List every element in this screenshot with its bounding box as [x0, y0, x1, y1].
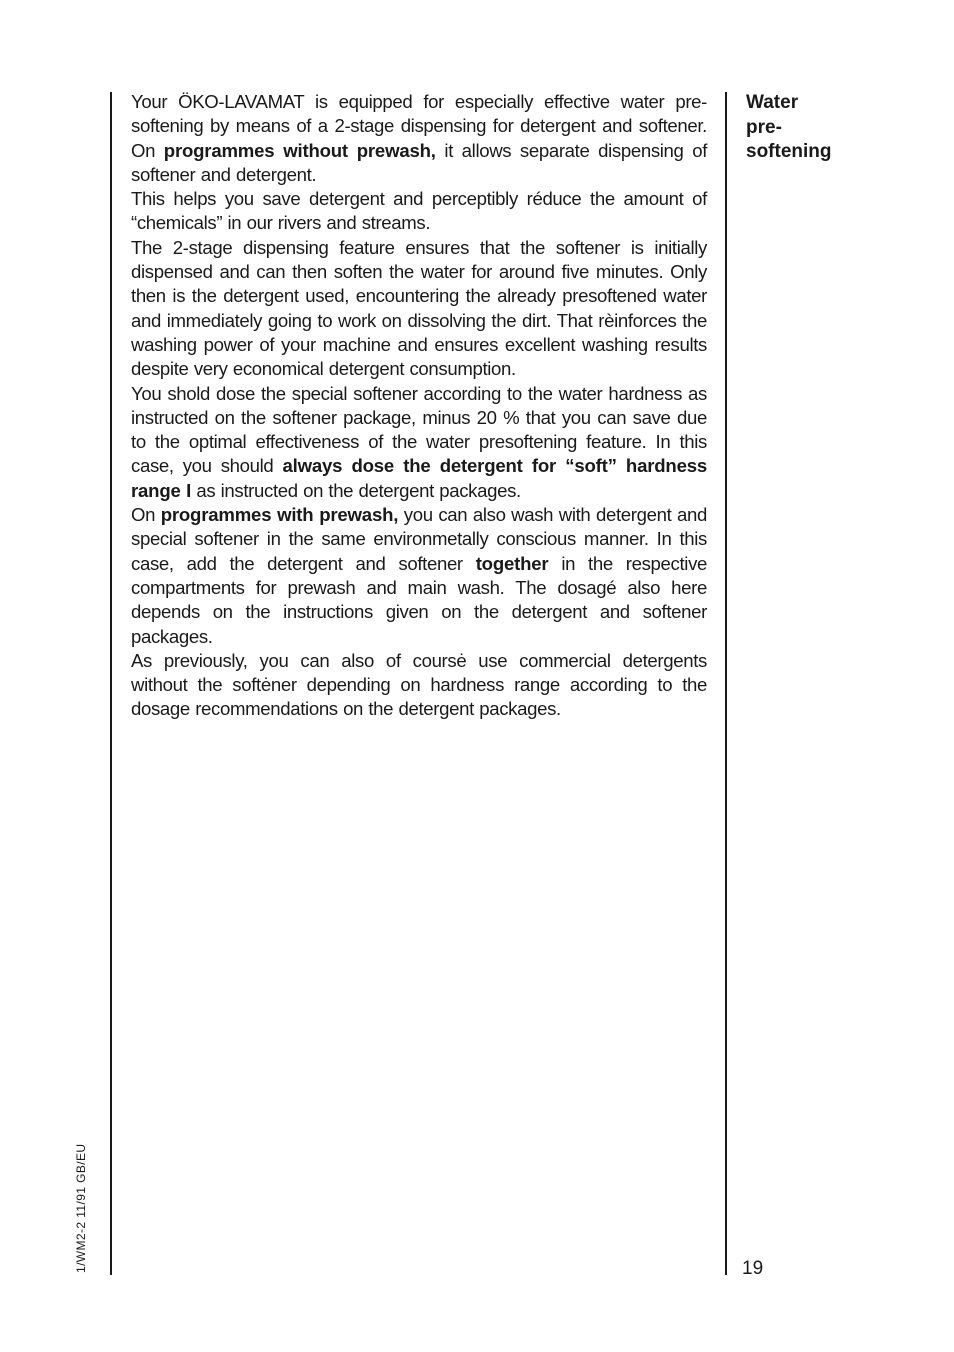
text-run: You shold dose the special softener according to the water hardness as instructed on the softener package, minus 20 % that you can save due to the optimal effectiveness of the water presoftening feature. In this case, you should	[131, 382, 707, 477]
paragraph	[131, 236, 707, 382]
text-run: As previously, you can also of coursė use commercial detergents without the softėner depending on hardness range according to the dosage recommendations on the detergent packages.	[131, 649, 707, 720]
paragraph	[131, 382, 707, 503]
heading-line: softening	[746, 141, 832, 162]
bold-run: together	[475, 552, 549, 574]
text-run: The 2-stage dispensing feature ensures that the softener is initially dispensed and can then soften the water for around five minutes. Only then is the detergent used, encountering the already presoftened water and immediately going to work on dissolving the dirt. That rèinforces the washing power of your machine and ensures excellent washing results despite very economical detergent consumption.	[131, 236, 707, 380]
paragraph	[131, 503, 707, 649]
page-number: 19	[742, 1258, 764, 1279]
text-run: Your ÖKO-LAVAMAT is equipped for especially effective water pre-softening by means of a 2-stage dispensing for detergent and softener. On	[131, 91, 707, 161]
bold-run: always dose the detergent for “soft” hardness range I	[131, 455, 707, 501]
heading-line: Water	[746, 92, 799, 113]
bold-run: programmes without prewash,	[163, 139, 436, 161]
bold-run: programmes with prewash,	[160, 504, 399, 526]
text-run: in the respective compartments for prewash and main wash. The dosagé also here depends on the instructions given on the detergent and softener packages.	[131, 552, 708, 647]
paragraph	[131, 90, 707, 187]
text-run: On	[131, 504, 161, 526]
section-heading	[746, 91, 886, 165]
paragraph	[131, 187, 707, 236]
text-run: it allows separate dispensing of softener and detergent.	[131, 139, 708, 185]
right-column-rule	[725, 92, 727, 1275]
heading-line: pre-	[746, 116, 782, 138]
body-text	[131, 90, 707, 722]
text-run: you can also wash with detergent and special softener in the same environmetally conscious manner. In this case, add the detergent and softener	[131, 504, 707, 574]
text-run: as instructed on the detergent packages.	[191, 479, 521, 501]
left-column-rule	[110, 92, 112, 1275]
document-code: 1/WM2-2 11/91 GB/EU	[74, 1143, 88, 1273]
paragraph	[131, 649, 707, 722]
text-run: This helps you save detergent and perceptibly réduce the amount of “chemicals” in our rivers and streams.	[131, 188, 707, 234]
